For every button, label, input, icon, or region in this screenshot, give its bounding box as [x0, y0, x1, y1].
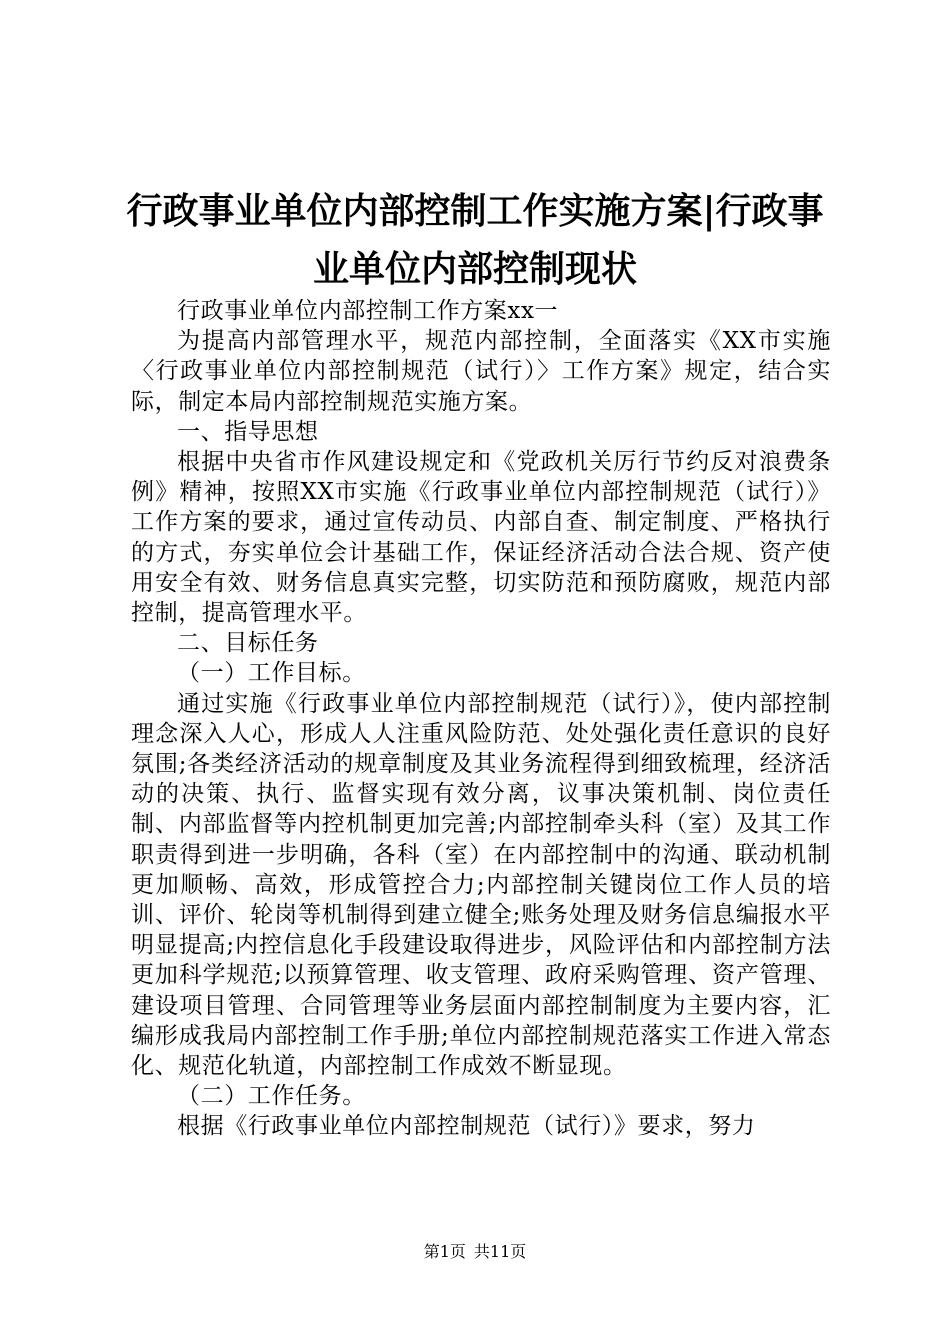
page-number-current: 第1页 [423, 1242, 466, 1261]
section-heading-goals-tasks: 二、目标任务 [177, 630, 319, 657]
paragraph-guiding-ideology: 根据中央省市作风建设规定和《党政机关厉行节约反对浪费条例》精神，按照XX市实施《行政事业单位内部控制规范（试行）》工作方案的要求，通过宣传动员、内部自查、制定制度、严格执行的方式，夯实单位会计基础工作，保证经济活动合法合规、资产使用安全有效、财务信息真实完整，切实防范和预防腐败，规范内部控制，提高管理水平。 [131, 449, 831, 627]
paragraph-purpose: 为提高内部管理水平，规范内部控制，全面落实《XX市实施〈行政事业单位内部控制规范（试行）〉工作方案》规定，结合实际，制定本局内部控制规范实施方案。 [131, 328, 831, 415]
document-title [0, 182, 950, 298]
paragraph-intro-heading: 行政事业单位内部控制工作方案xx一 [177, 298, 559, 324]
page-number-total: 共11页 [473, 1242, 527, 1261]
paragraph-work-tasks: 根据《行政事业单位内部控制规范（试行）》要求，努力 [177, 1113, 756, 1140]
paragraph-work-goals: 通过实施《行政事业单位内部控制规范（试行）》，使内部控制理念深入人心，形成人人注重风险防范、处处强化责任意识的良好氛围;各类经济活动的规章制度及其业务流程得到细致梳理，经济活动的决策、执行、监督实现有效分离，议事决策机制、岗位责任制、内部监督等内控机制更加完善;内部控制牵头科（室）及其工作职责得到进一步明确，各科（室）在内部控制中的沟通、联动机制更加顺畅、高效，形成管控合力;内部控制关键岗位工作人员的培训、评价、轮岗等机制得到建立健全;账务处理及财务信息编报水平明显提高;内控信息化手段建设取得进步，风险评估和内部控制方法更加科学规范;以预算管理、收支管理、政府采购管理、资产管理、建设项目管理、合同管理等业务层面内部控制制度为主要内容，汇编形成我局内部控制工作手册;单位内部控制规范落实工作进入常态化、规范化轨道，内部控制工作成效不断显现。 [131, 690, 831, 1080]
subsection-heading-work-tasks: （二）工作任务。 [177, 1083, 366, 1110]
document-title-line-2: 业单位内部控制现状 [312, 248, 637, 290]
document-title-line-1: 行政事业单位内部控制工作实施方案|行政事 [126, 190, 824, 232]
page-footer [0, 1242, 950, 1262]
section-heading-guiding-ideology: 一、指导思想 [177, 418, 319, 445]
document-body [131, 296, 831, 1142]
subsection-heading-work-goals: （一）工作目标。 [177, 660, 366, 687]
